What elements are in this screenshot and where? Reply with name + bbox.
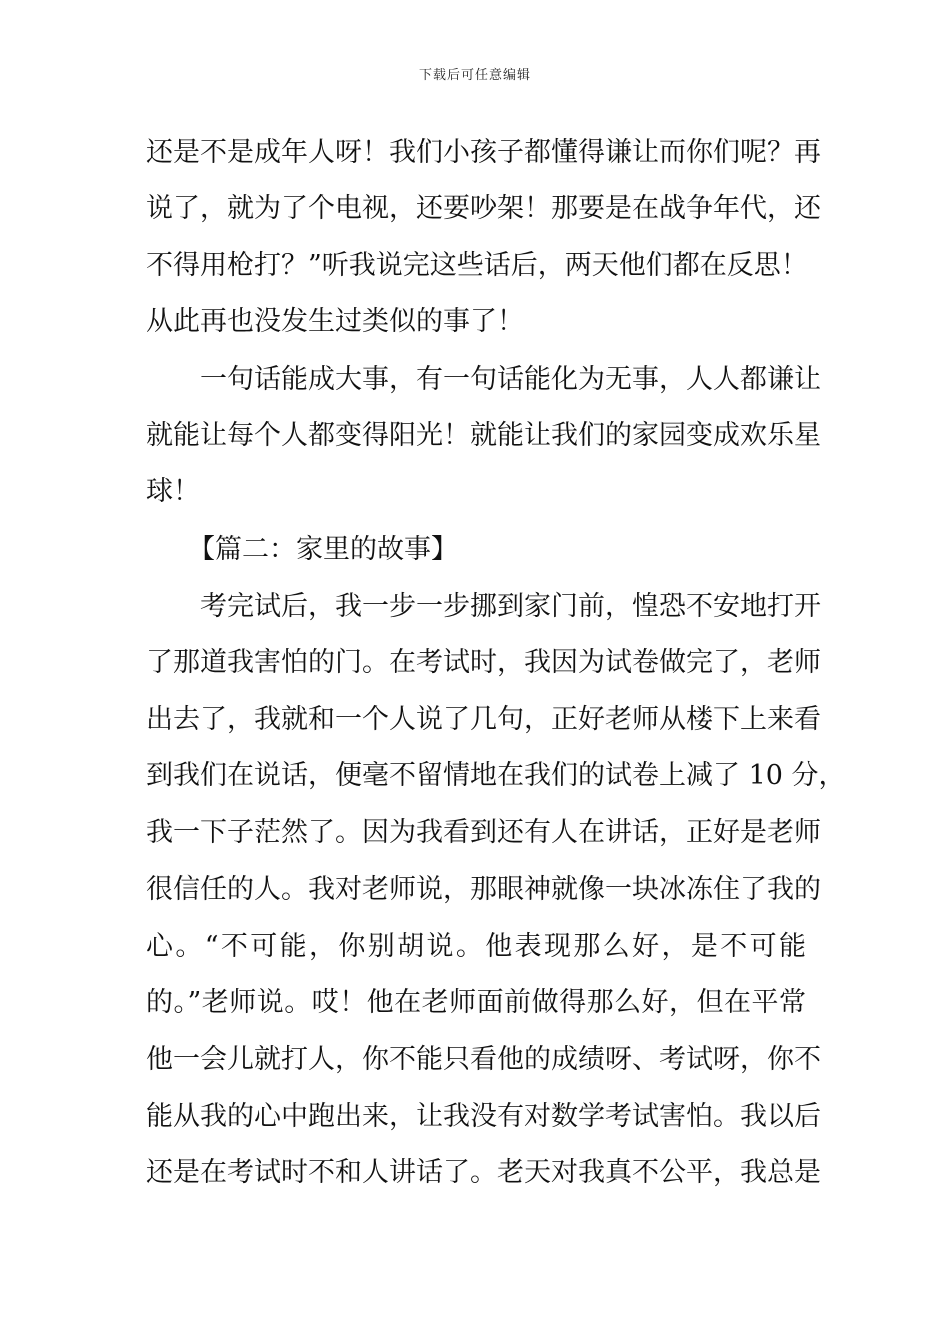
page-header: 下载后可任意编辑 [418, 68, 531, 83]
text-line: 我一下子茫然了。因为我看到还有人在讲话，正好是老师 [146, 817, 821, 848]
paragraph-start-line: 一句话能成大事，有一句话能化为无事，人人都谦让 [200, 364, 821, 395]
text-line: 球！ [146, 476, 200, 507]
text-line: 还是不是成年人呀！我们小孩子都懂得谦让而你们呢？再 [146, 137, 821, 168]
text-line: 能从我的心中跑出来，让我没有对数学考试害怕。我以后 [146, 1101, 821, 1132]
text-line: 就能让每个人都变得阳光！就能让我们的家园变成欢乐星 [146, 420, 821, 451]
text-line: 的。”老师说。哎！他在老师面前做得那么好，但在平常 [146, 987, 806, 1018]
paragraph-start-line: 考完试后，我一步一步挪到家门前，惶恐不安地打开 [200, 591, 821, 622]
text-line: 从此再也没发生过类似的事了！ [146, 306, 524, 337]
section-heading: 【篇二：家里的故事】 [188, 534, 458, 565]
text-line: 了那道我害怕的门。在考试时，我因为试卷做完了，老师 [146, 647, 821, 678]
text-line: 说了，就为了个电视，还要吵架！那要是在战争年代，还 [146, 193, 821, 224]
text-line: 到我们在说话，便毫不留情地在我们的试卷上减了 10 分， [146, 760, 846, 791]
text-line: 很信任的人。我对老师说，那眼神就像一块冰冻住了我的 [146, 874, 821, 905]
text-line: 不得用枪打？”听我说完这些话后，两天他们都在反思！ [146, 250, 808, 281]
text-line: 他一会儿就打人，你不能只看他的成绩呀、考试呀，你不 [146, 1044, 821, 1075]
text-line: 心。“不可能，你别胡说。他表现那么好，是不可能 [146, 931, 806, 962]
text-line: 出去了，我就和一个人说了几句，正好老师从楼下上来看 [146, 704, 821, 735]
text-line: 还是在考试时不和人讲话了。老天对我真不公平，我总是 [146, 1157, 821, 1188]
